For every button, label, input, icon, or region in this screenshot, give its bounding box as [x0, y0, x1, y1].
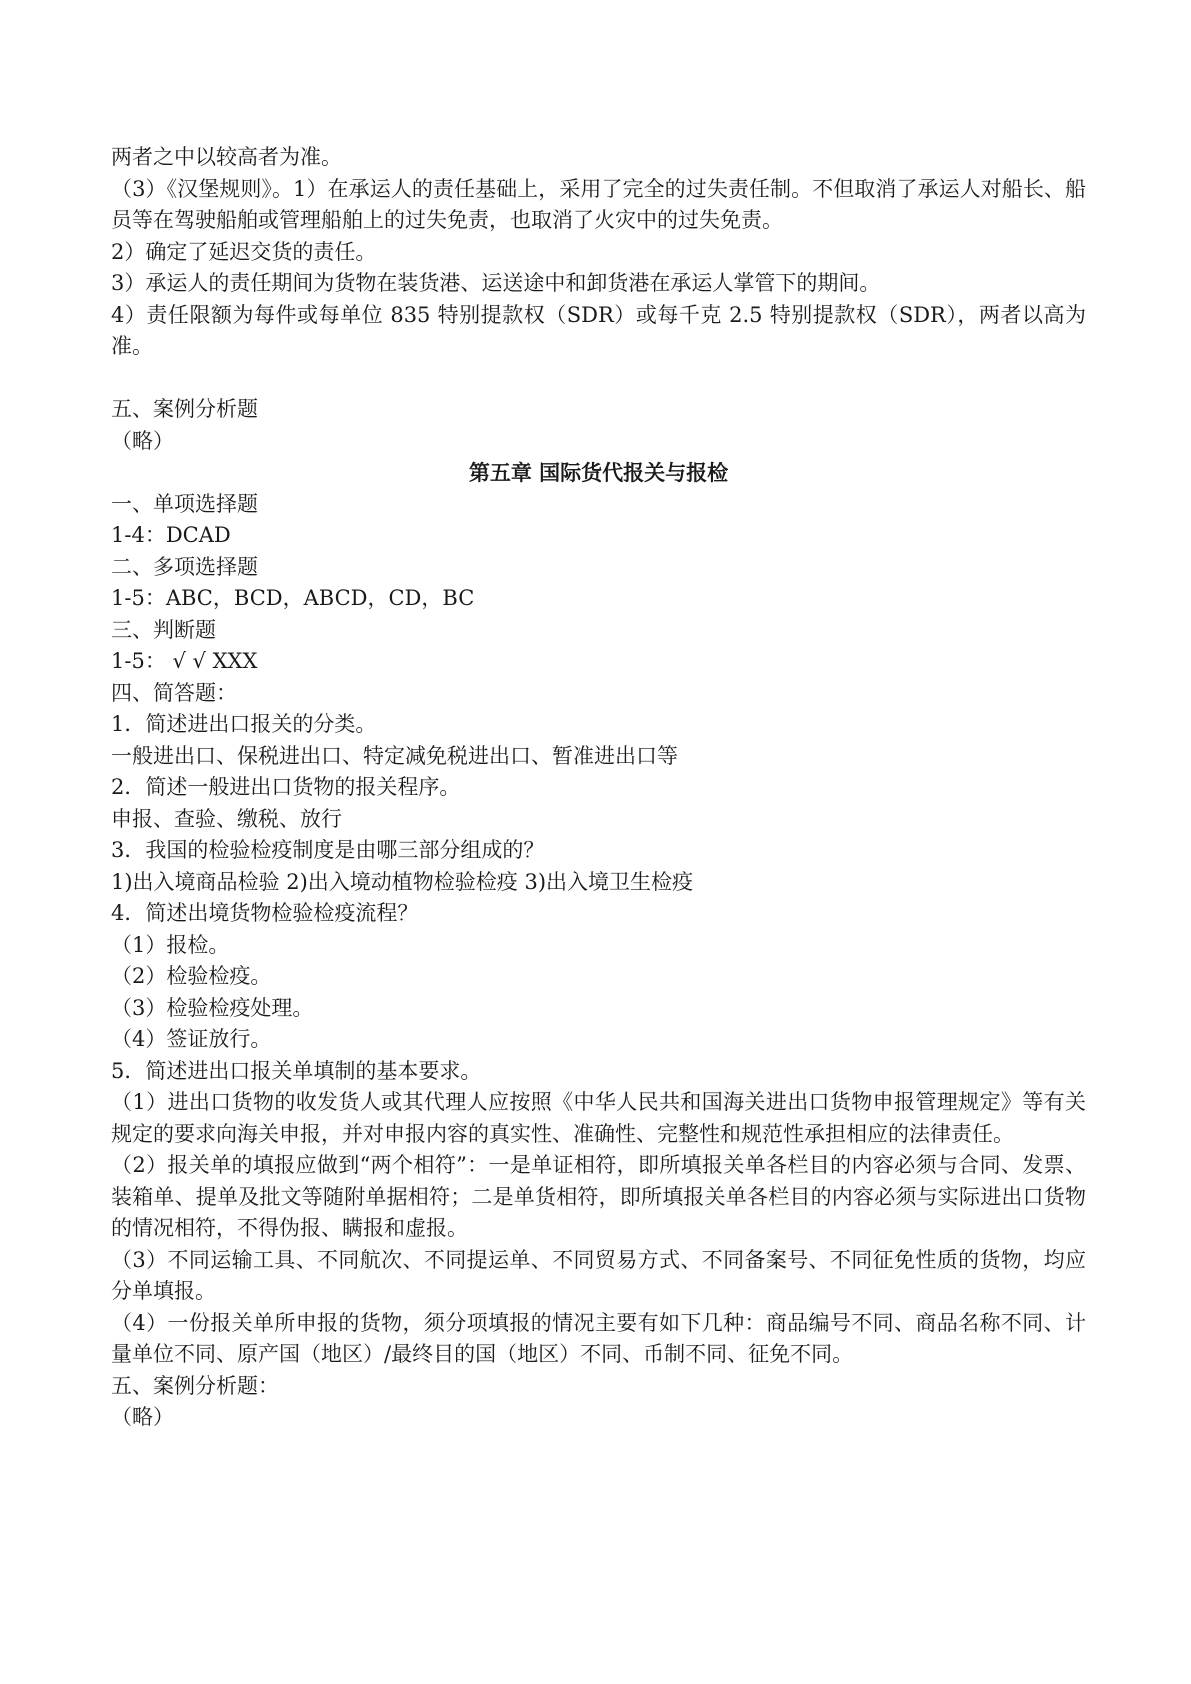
answer-line: 1-4：DCAD: [111, 523, 231, 547]
answer: （4）一份报关单所申报的货物，须分项填报的情况主要有如下几种：商品编号不同、商品名称不同、计量单位不同、原产国（地区）/最终目的国（地区）不同、币制不同、征免不同。: [111, 1310, 1086, 1366]
answer: （3）不同运输工具、不同航次、不同提运单、不同贸易方式、不同备案号、不同征免性质的货物，均应分单填报。: [111, 1247, 1086, 1303]
answer: （2）报关单的填报应做到“两个相符”：一是单证相符，即所填报关单各栏目的内容必须与合同、发票、装箱单、提单及批文等随附单据相符；二是单货相符，即所填报关单各栏目的内容必须与实际进出口货物的情况相符，不得伪报、瞒报和虚报。: [111, 1153, 1086, 1240]
answer: 申报、查验、缴税、放行: [111, 806, 342, 831]
paragraph: 4）责任限额为每件或每单位 835 特别提款权（SDR）或每千克 2.5 特别提款权（SDR），两者以高为准。: [111, 302, 1086, 358]
answer: （2）检验检疫。: [111, 964, 272, 988]
paragraph: （略）: [111, 428, 174, 453]
chapter-title: 第五章 国际货代报关与报检: [468, 460, 729, 485]
paragraph: 3）承运人的责任期间为货物在装货港、运送途中和卸货港在承运人掌管下的期间。: [111, 271, 881, 295]
question: 1．简述进出口报关的分类。: [111, 712, 377, 736]
paragraph: （3）《汉堡规则》。1）在承运人的责任基础上，采用了完全的过失责任制。不但取消了承运人对船长、船员等在驾驶船舶或管理船舶上的过失免责，也取消了火灾中的过失免责。: [111, 176, 1086, 232]
answer: 1)出入境商品检验 2)出入境动植物检验检疫 3)出入境卫生检疫: [111, 869, 694, 894]
answer: （4）签证放行。: [111, 1027, 272, 1051]
section-heading: 三、判断题: [111, 617, 216, 642]
blank-line: [111, 363, 1086, 395]
section-heading: 五、案例分析题: [111, 397, 258, 421]
paragraph: 两者之中以较高者为准。: [111, 145, 342, 169]
question: 4．简述出境货物检验检疫流程？: [111, 901, 419, 925]
answer: （3）检验检疫处理。: [111, 995, 314, 1020]
question: 2．简述一般进出口货物的报关程序。: [111, 775, 461, 799]
section-heading: 五、案例分析题：: [111, 1373, 279, 1398]
section-heading: 四、简答题：: [111, 680, 237, 705]
question: 3．我国的检验检疫制度是由哪三部分组成的？: [111, 838, 545, 862]
paragraph: 2）确定了延迟交货的责任。: [111, 239, 377, 264]
answer: （1）报检。: [111, 932, 230, 957]
answer: （1）进出口货物的收发货人或其代理人应按照《中华人民共和国海关进出口货物申报管理规定》等有关规定的要求向海关申报，并对申报内容的真实性、准确性、完整性和规范性承担相应的法律责任。: [111, 1090, 1086, 1146]
section-heading: 二、多项选择题: [111, 554, 258, 579]
document-page: [111, 142, 1086, 1434]
answer: 一般进出口、保税进出口、特定减免税进出口、暂准进出口等: [111, 743, 678, 768]
answer-line: 1-5：ABC，BCD，ABCD，CD，BC: [111, 586, 475, 610]
answer: （略）: [111, 1405, 174, 1429]
question: 5．简述进出口报关单填制的基本要求。: [111, 1058, 482, 1083]
answer-line: 1-5： √ √ XXX: [111, 649, 258, 673]
section-heading: 一、单项选择题: [111, 491, 258, 516]
